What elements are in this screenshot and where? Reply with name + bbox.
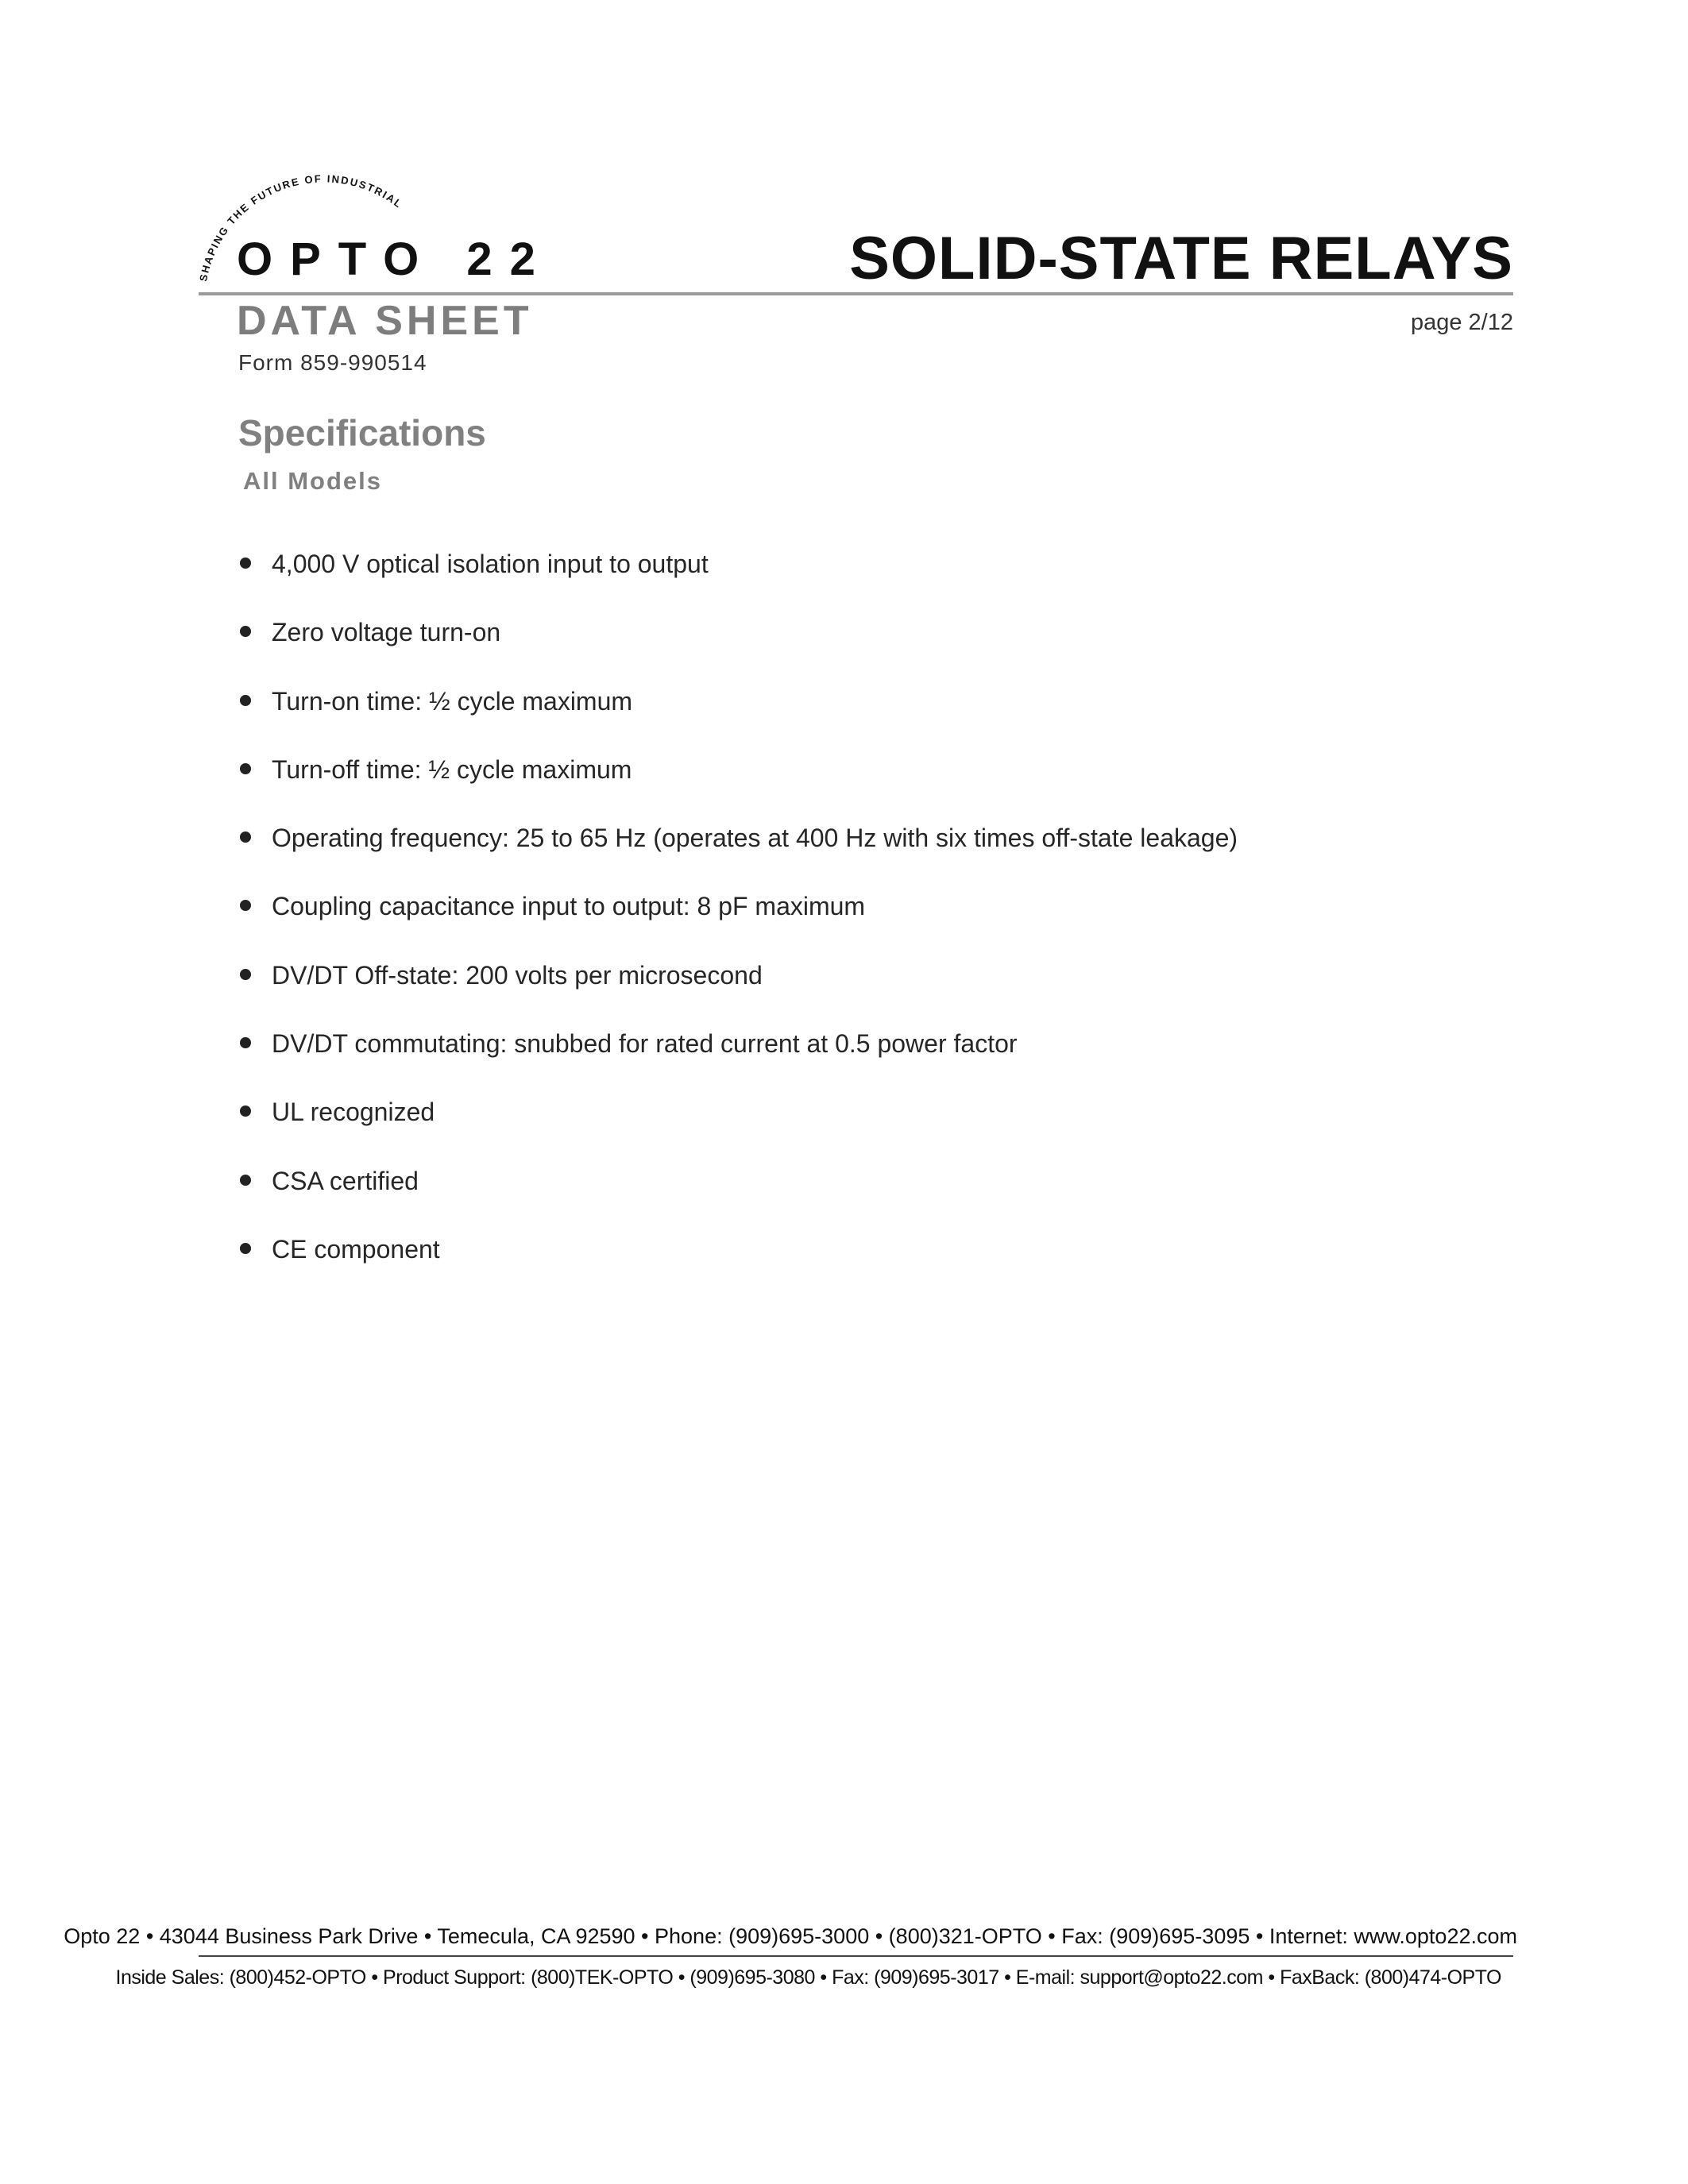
spec-text: Zero voltage turn-on <box>272 618 501 647</box>
header-divider <box>199 292 1513 295</box>
bullet-icon <box>240 969 251 980</box>
page-number: page 2/12 <box>1410 310 1513 335</box>
spec-text: CSA certified <box>272 1166 419 1195</box>
bullet-icon <box>240 626 251 637</box>
spec-item <box>238 685 1238 754</box>
spec-text: Turn-off time: ½ cycle maximum <box>272 754 632 784</box>
document-type-label: DATA SHEET <box>237 298 533 344</box>
spec-item <box>238 1028 1238 1096</box>
spec-item <box>238 1165 1238 1233</box>
spec-item <box>238 548 1238 616</box>
spec-text: Coupling capacitance input to output: 8 pF maximum <box>272 892 866 921</box>
section-title: Specifications <box>238 412 486 453</box>
bullet-icon <box>240 1243 251 1254</box>
bullet-icon <box>240 1175 251 1186</box>
spec-text: 4,000 V optical isolation input to output <box>272 550 709 578</box>
footer-support-line: Inside Sales: (800)452-OPTO • Product Support: (800)TEK-OPTO • (909)695-3080 • Fax: (909)695-3017 • E-mail: support@opto22.com • FaxBack: (800)474-OPTO <box>115 1966 1501 1989</box>
spec-text: Operating frequency: 25 to 65 Hz (operates at 400 Hz with six times off-state leakage) <box>272 824 1238 853</box>
spec-text: DV/DT Off-state: 200 volts per microsecond <box>272 960 763 990</box>
section-subtitle: All Models <box>243 467 383 495</box>
spec-text: UL recognized <box>272 1098 435 1127</box>
spec-item <box>238 1233 1238 1302</box>
spec-item <box>238 1096 1238 1164</box>
spec-item <box>238 890 1238 959</box>
spec-text: Turn-on time: ½ cycle maximum <box>272 686 633 716</box>
spec-text: CE component <box>272 1234 440 1264</box>
bullet-icon <box>240 695 251 706</box>
spec-item <box>238 616 1238 685</box>
document-title: SOLID-STATE RELAYS <box>849 225 1513 292</box>
bullet-icon <box>240 558 251 569</box>
spec-item <box>238 959 1238 1028</box>
footer-contact-line: Opto 22 • 43044 Business Park Drive • Temecula, CA 92590 • Phone: (909)695-3000 • (800)321-OPTO • Fax: (909)695-3095 • Internet: www.opto22.com <box>64 1924 1517 1948</box>
bullet-icon <box>240 900 251 911</box>
bullet-icon <box>240 832 251 843</box>
logo-tagline-arc: SHAPING THE FUTURE OF INDUSTRIAL AUTOMATION <box>185 145 409 283</box>
bullet-icon <box>240 1106 251 1117</box>
bullet-icon <box>240 1037 251 1048</box>
footer-divider <box>199 1955 1513 1957</box>
spec-item <box>238 754 1238 822</box>
opto22-wordmark: OPTO 22 <box>237 233 553 285</box>
bullet-icon <box>240 763 251 774</box>
form-number: Form 859-990514 <box>238 350 427 375</box>
specifications-list <box>238 548 1238 1302</box>
spec-item <box>238 822 1238 890</box>
spec-text: DV/DT commutating: snubbed for rated current at 0.5 power factor <box>272 1029 1018 1059</box>
